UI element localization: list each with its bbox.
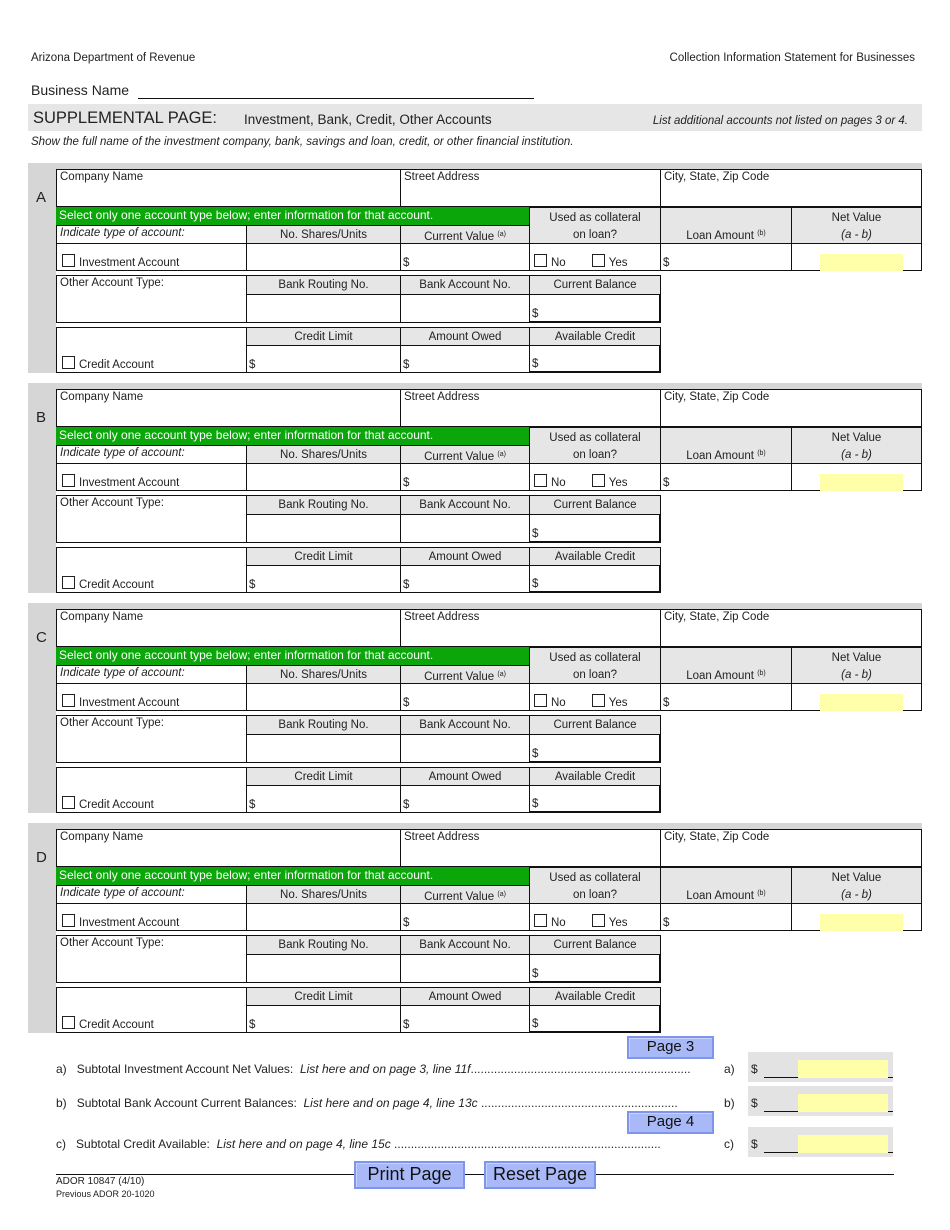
street-address-label: Street Address [404, 831, 480, 843]
investment-account-checkbox[interactable] [62, 254, 75, 267]
collateral-no-checkbox[interactable] [534, 254, 547, 267]
routing-input[interactable] [246, 294, 401, 323]
available-credit-header: Available Credit [529, 327, 661, 346]
street-address-field[interactable] [400, 389, 661, 427]
shares-header: No. Shares/Units [246, 885, 401, 904]
credit-limit-header: Credit Limit [246, 767, 401, 786]
page-4-button[interactable]: Page 4 [627, 1111, 714, 1134]
collateral-cell [529, 463, 661, 491]
amount-owed-header: Amount Owed [400, 987, 530, 1006]
yes-label: Yes [608, 477, 628, 489]
current-value-header [400, 225, 530, 244]
investment-account-checkbox[interactable] [62, 474, 75, 487]
current-value-header [400, 445, 530, 464]
supplemental-title: SUPPLEMENTAL PAGE: [33, 109, 217, 127]
loan-amount-label: Loan Amount [686, 230, 754, 242]
city-state-zip-label: City, State, Zip Code [664, 611, 770, 623]
current-value-sup: (a) [497, 451, 506, 458]
company-name-field[interactable] [56, 829, 401, 867]
company-name-label: Company Name [60, 391, 144, 403]
leader-dots: ........................................................... [477, 1096, 678, 1110]
indicate-type-label: Indicate type of account: [56, 665, 247, 684]
current-balance-header: Current Balance [529, 495, 661, 515]
street-address-label: Street Address [404, 611, 480, 623]
credit-account-checkbox-cell[interactable] [56, 987, 247, 1033]
subtotal-output [798, 1094, 888, 1112]
current-value-sup: (a) [497, 671, 506, 678]
other-type-label: Other Account Type: [60, 497, 164, 509]
net-value-header [791, 427, 922, 464]
dollar-sign: $ [532, 968, 539, 980]
loan-amount-label: Loan Amount [686, 670, 754, 682]
collateral-yes-checkbox[interactable] [592, 474, 605, 487]
net-value-header [791, 867, 922, 904]
reset-page-button[interactable]: Reset Page [484, 1161, 596, 1189]
available-credit-header: Available Credit [529, 547, 661, 566]
available-credit-input[interactable] [529, 785, 661, 813]
investment-account-label: Investment Account [79, 257, 180, 269]
current-value-input[interactable] [400, 683, 530, 711]
supplemental-subtitle: Investment, Bank, Credit, Other Accounts [244, 112, 492, 127]
dollar-sign: $ [403, 477, 410, 489]
loan-sup: (b) [757, 450, 766, 457]
credit-account-checkbox[interactable] [62, 576, 75, 589]
page-3-button[interactable]: Page 3 [627, 1036, 714, 1059]
credit-account-label: Credit Account [79, 359, 154, 371]
investment-account-label: Investment Account [79, 697, 180, 709]
collateral-header-line2: on loan? [572, 229, 618, 241]
net-value-header [791, 647, 922, 684]
account-section-d [28, 823, 922, 1033]
dollar-sign: $ [751, 1062, 758, 1076]
collateral-header [529, 207, 661, 244]
subtotal-label: Subtotal Bank Account Current Balances: [76, 1096, 297, 1110]
shares-header: No. Shares/Units [246, 445, 401, 464]
net-value-output [820, 914, 903, 931]
net-value-label: Net Value [831, 652, 882, 664]
collateral-header-line1: Used as collateral [549, 212, 641, 224]
net-value-cell [791, 683, 922, 711]
subtotal-note: List here and on page 3, line 11f [299, 1062, 471, 1076]
current-balance-header: Current Balance [529, 275, 661, 295]
routing-header: Bank Routing No. [246, 715, 401, 735]
business-name-label: Business Name [31, 82, 130, 98]
amount-owed-input[interactable] [400, 785, 530, 813]
agency-name: Arizona Department of Revenue [31, 52, 196, 64]
credit-account-checkbox-cell[interactable] [56, 767, 247, 813]
net-value-cell [791, 243, 922, 271]
net-value-output [820, 694, 903, 711]
net-value-formula: (a - b) [841, 449, 872, 461]
loan-amount-header [660, 427, 792, 464]
collateral-yes-checkbox[interactable] [592, 694, 605, 707]
title-bar [28, 104, 922, 131]
account-no-input[interactable] [400, 954, 530, 983]
yes-label: Yes [608, 917, 628, 929]
investment-account-checkbox[interactable] [62, 694, 75, 707]
loan-sup: (b) [757, 230, 766, 237]
instruction-text: Show the full name of the investment company, bank, savings and loan, credit, or other financial institution. [31, 136, 574, 148]
no-label: No [551, 697, 566, 709]
company-name-label: Company Name [60, 171, 144, 183]
current-value-input[interactable] [400, 903, 530, 931]
other-type-label: Other Account Type: [60, 277, 164, 289]
net-value-cell [791, 903, 922, 931]
collateral-header-line1: Used as collateral [549, 652, 641, 664]
investment-account-label: Investment Account [79, 917, 180, 929]
collateral-no-checkbox[interactable] [534, 914, 547, 927]
collateral-no-checkbox[interactable] [534, 694, 547, 707]
net-value-formula: (a - b) [841, 669, 872, 681]
shares-input[interactable] [246, 903, 401, 931]
city-state-zip-field[interactable] [660, 609, 922, 647]
section-letter: B [36, 409, 47, 426]
dollar-sign: $ [663, 257, 670, 269]
select-one-banner: Select only one account type below; enter information for that account. [56, 867, 529, 885]
amount-owed-header: Amount Owed [400, 767, 530, 786]
available-credit-input[interactable] [529, 345, 661, 373]
account-no-header: Bank Account No. [400, 935, 530, 955]
available-credit-input[interactable] [529, 565, 661, 593]
account-section-a [28, 163, 922, 373]
subtotal-output [798, 1060, 888, 1078]
current-value-label: Current Value [424, 231, 495, 243]
dollar-sign: $ [403, 917, 410, 929]
company-name-label: Company Name [60, 831, 144, 843]
shares-header: No. Shares/Units [246, 225, 401, 244]
collateral-cell [529, 243, 661, 271]
company-name-field[interactable] [56, 169, 401, 207]
subtotal-row [56, 1062, 691, 1076]
other-type-label: Other Account Type: [60, 717, 164, 729]
credit-limit-header: Credit Limit [246, 547, 401, 566]
investment-account-label: Investment Account [79, 477, 180, 489]
current-value-header [400, 665, 530, 684]
subtotal-row [56, 1137, 661, 1151]
subtotal-suffix: a) [724, 1062, 735, 1076]
collateral-yes-checkbox[interactable] [592, 914, 605, 927]
subtotal-suffix: b) [724, 1096, 735, 1110]
loan-amount-input[interactable] [660, 683, 792, 711]
credit-account-checkbox-cell[interactable] [56, 327, 247, 373]
business-name-input[interactable] [138, 82, 534, 99]
loan-amount-label: Loan Amount [686, 450, 754, 462]
dollar-sign: $ [403, 1019, 410, 1031]
dollar-sign: $ [663, 477, 670, 489]
loan-amount-label: Loan Amount [686, 890, 754, 902]
current-balance-input[interactable] [529, 514, 661, 543]
city-state-zip-label: City, State, Zip Code [664, 171, 770, 183]
no-label: No [551, 257, 566, 269]
current-value-label: Current Value [424, 891, 495, 903]
dollar-sign: $ [532, 528, 539, 540]
collateral-cell [529, 683, 661, 711]
dollar-sign: $ [532, 798, 539, 810]
dollar-sign: $ [403, 697, 410, 709]
dollar-sign: $ [751, 1137, 758, 1151]
investment-account-checkbox-cell[interactable] [56, 903, 247, 931]
current-value-label: Current Value [424, 451, 495, 463]
shares-header: No. Shares/Units [246, 665, 401, 684]
other-account-type-field[interactable] [56, 935, 247, 983]
city-state-zip-field[interactable] [660, 169, 922, 207]
credit-account-checkbox-cell[interactable] [56, 547, 247, 593]
account-no-header: Bank Account No. [400, 275, 530, 295]
net-value-cell [791, 463, 922, 491]
loan-amount-header [660, 647, 792, 684]
current-value-input[interactable] [400, 243, 530, 271]
dollar-sign: $ [532, 358, 539, 370]
yes-label: Yes [608, 257, 628, 269]
loan-amount-header [660, 207, 792, 244]
credit-limit-header: Credit Limit [246, 327, 401, 346]
dollar-sign: $ [249, 799, 256, 811]
loan-amount-input[interactable] [660, 463, 792, 491]
current-balance-input[interactable] [529, 294, 661, 323]
subtotal-field [748, 1086, 893, 1116]
account-no-input[interactable] [400, 734, 530, 763]
credit-account-checkbox[interactable] [62, 356, 75, 369]
account-no-header: Bank Account No. [400, 715, 530, 735]
loan-sup: (b) [757, 670, 766, 677]
amount-owed-input[interactable] [400, 1005, 530, 1033]
street-address-field[interactable] [400, 169, 661, 207]
account-no-input[interactable] [400, 294, 530, 323]
net-value-formula: (a - b) [841, 889, 872, 901]
subtotal-prefix: c) [56, 1137, 66, 1151]
print-page-button[interactable]: Print Page [354, 1161, 465, 1189]
section-letter: A [36, 189, 47, 206]
street-address-label: Street Address [404, 171, 480, 183]
collateral-header-line1: Used as collateral [549, 872, 641, 884]
account-section-c [28, 603, 922, 813]
select-one-banner: Select only one account type below; enter information for that account. [56, 647, 529, 665]
dollar-sign: $ [751, 1096, 758, 1110]
available-credit-header: Available Credit [529, 767, 661, 786]
net-value-formula: (a - b) [841, 229, 872, 241]
loan-sup: (b) [757, 890, 766, 897]
city-state-zip-label: City, State, Zip Code [664, 391, 770, 403]
street-address-field[interactable] [400, 609, 661, 647]
amount-owed-header: Amount Owed [400, 327, 530, 346]
section-letter: D [36, 849, 47, 866]
collateral-header [529, 867, 661, 904]
amount-owed-header: Amount Owed [400, 547, 530, 566]
select-one-banner: Select only one account type below; enter information for that account. [56, 207, 529, 225]
investment-account-checkbox-cell[interactable] [56, 243, 247, 271]
shares-input[interactable] [246, 463, 401, 491]
dollar-sign: $ [249, 359, 256, 371]
previous-form-number: Previous ADOR 20-1020 [56, 1189, 155, 1199]
footer-rule [56, 1174, 894, 1175]
current-value-label: Current Value [424, 671, 495, 683]
subtotal-note: List here and on page 4, line 15c [216, 1137, 391, 1151]
subtotal-row [56, 1096, 678, 1110]
collateral-header-line2: on loan? [572, 669, 618, 681]
available-credit-input[interactable] [529, 1005, 661, 1033]
collateral-yes-checkbox[interactable] [592, 254, 605, 267]
collateral-header-line1: Used as collateral [549, 432, 641, 444]
dollar-sign: $ [663, 697, 670, 709]
account-no-input[interactable] [400, 514, 530, 543]
investment-account-checkbox-cell[interactable] [56, 463, 247, 491]
collateral-header [529, 427, 661, 464]
street-address-field[interactable] [400, 829, 661, 867]
dollar-sign: $ [249, 579, 256, 591]
routing-input[interactable] [246, 734, 401, 763]
other-account-type-field[interactable] [56, 715, 247, 763]
dollar-sign: $ [403, 359, 410, 371]
net-value-output [820, 474, 903, 491]
current-value-sup: (a) [497, 231, 506, 238]
leader-dots: .................................................................. [470, 1062, 691, 1076]
city-state-zip-field[interactable] [660, 389, 922, 427]
dollar-sign: $ [249, 1019, 256, 1031]
shares-input[interactable] [246, 683, 401, 711]
credit-account-checkbox[interactable] [62, 796, 75, 809]
no-label: No [551, 917, 566, 929]
subtotal-label: Subtotal Credit Available: [76, 1137, 210, 1151]
current-balance-header: Current Balance [529, 715, 661, 735]
subtotal-prefix: a) [56, 1062, 67, 1076]
current-balance-input[interactable] [529, 954, 661, 983]
credit-limit-input[interactable] [246, 1005, 401, 1033]
collateral-cell [529, 903, 661, 931]
indicate-type-label: Indicate type of account: [56, 225, 247, 244]
loan-amount-input[interactable] [660, 903, 792, 931]
no-label: No [551, 477, 566, 489]
subtotal-output [798, 1135, 888, 1153]
collateral-header [529, 647, 661, 684]
amount-owed-input[interactable] [400, 565, 530, 593]
credit-limit-input[interactable] [246, 785, 401, 813]
routing-header: Bank Routing No. [246, 935, 401, 955]
indicate-type-label: Indicate type of account: [56, 885, 247, 904]
routing-input[interactable] [246, 954, 401, 983]
company-name-field[interactable] [56, 609, 401, 647]
credit-account-label: Credit Account [79, 1019, 154, 1031]
collateral-header-line2: on loan? [572, 449, 618, 461]
other-account-type-field[interactable] [56, 275, 247, 323]
city-state-zip-field[interactable] [660, 829, 922, 867]
investment-account-checkbox[interactable] [62, 914, 75, 927]
loan-amount-input[interactable] [660, 243, 792, 271]
account-section-b [28, 383, 922, 593]
available-credit-header: Available Credit [529, 987, 661, 1006]
loan-amount-header [660, 867, 792, 904]
net-value-label: Net Value [831, 212, 882, 224]
dollar-sign: $ [403, 799, 410, 811]
routing-header: Bank Routing No. [246, 495, 401, 515]
collateral-no-checkbox[interactable] [534, 474, 547, 487]
net-value-label: Net Value [831, 872, 882, 884]
current-value-input[interactable] [400, 463, 530, 491]
subtotal-field [748, 1052, 893, 1082]
current-value-sup: (a) [497, 891, 506, 898]
street-address-label: Street Address [404, 391, 480, 403]
section-letter: C [36, 629, 47, 646]
form-title: Collection Information Statement for Businesses [669, 52, 915, 64]
current-balance-input[interactable] [529, 734, 661, 763]
net-value-header [791, 207, 922, 244]
collateral-header-line2: on loan? [572, 889, 618, 901]
other-account-type-field[interactable] [56, 495, 247, 543]
credit-limit-input[interactable] [246, 565, 401, 593]
supplemental-note: List additional accounts not listed on pages 3 or 4. [652, 115, 908, 127]
subtotal-note: List here and on page 4, line 13c [303, 1096, 478, 1110]
routing-input[interactable] [246, 514, 401, 543]
credit-account-checkbox[interactable] [62, 1016, 75, 1029]
dollar-sign: $ [663, 917, 670, 929]
dollar-sign: $ [403, 579, 410, 591]
dollar-sign: $ [403, 257, 410, 269]
current-value-header [400, 885, 530, 904]
dollar-sign: $ [532, 308, 539, 320]
subtotal-suffix: c) [724, 1137, 734, 1151]
yes-label: Yes [608, 697, 628, 709]
net-value-output [820, 254, 903, 271]
routing-header: Bank Routing No. [246, 275, 401, 295]
company-name-field[interactable] [56, 389, 401, 427]
company-name-label: Company Name [60, 611, 144, 623]
credit-limit-input[interactable] [246, 345, 401, 373]
city-state-zip-label: City, State, Zip Code [664, 831, 770, 843]
dollar-sign: $ [532, 748, 539, 760]
subtotal-label: Subtotal Investment Account Net Values: [76, 1062, 294, 1076]
leader-dots: ................................................................................ [390, 1137, 661, 1151]
shares-input[interactable] [246, 243, 401, 271]
account-no-header: Bank Account No. [400, 495, 530, 515]
credit-account-label: Credit Account [79, 579, 154, 591]
credit-account-label: Credit Account [79, 799, 154, 811]
current-balance-header: Current Balance [529, 935, 661, 955]
subtotal-field [748, 1127, 893, 1157]
net-value-label: Net Value [831, 432, 882, 444]
other-type-label: Other Account Type: [60, 937, 164, 949]
subtotal-prefix: b) [56, 1096, 67, 1110]
indicate-type-label: Indicate type of account: [56, 445, 247, 464]
form-number: ADOR 10847 (4/10) [56, 1176, 145, 1187]
select-one-banner: Select only one account type below; enter information for that account. [56, 427, 529, 445]
investment-account-checkbox-cell[interactable] [56, 683, 247, 711]
credit-limit-header: Credit Limit [246, 987, 401, 1006]
dollar-sign: $ [532, 1018, 539, 1030]
dollar-sign: $ [532, 578, 539, 590]
amount-owed-input[interactable] [400, 345, 530, 373]
